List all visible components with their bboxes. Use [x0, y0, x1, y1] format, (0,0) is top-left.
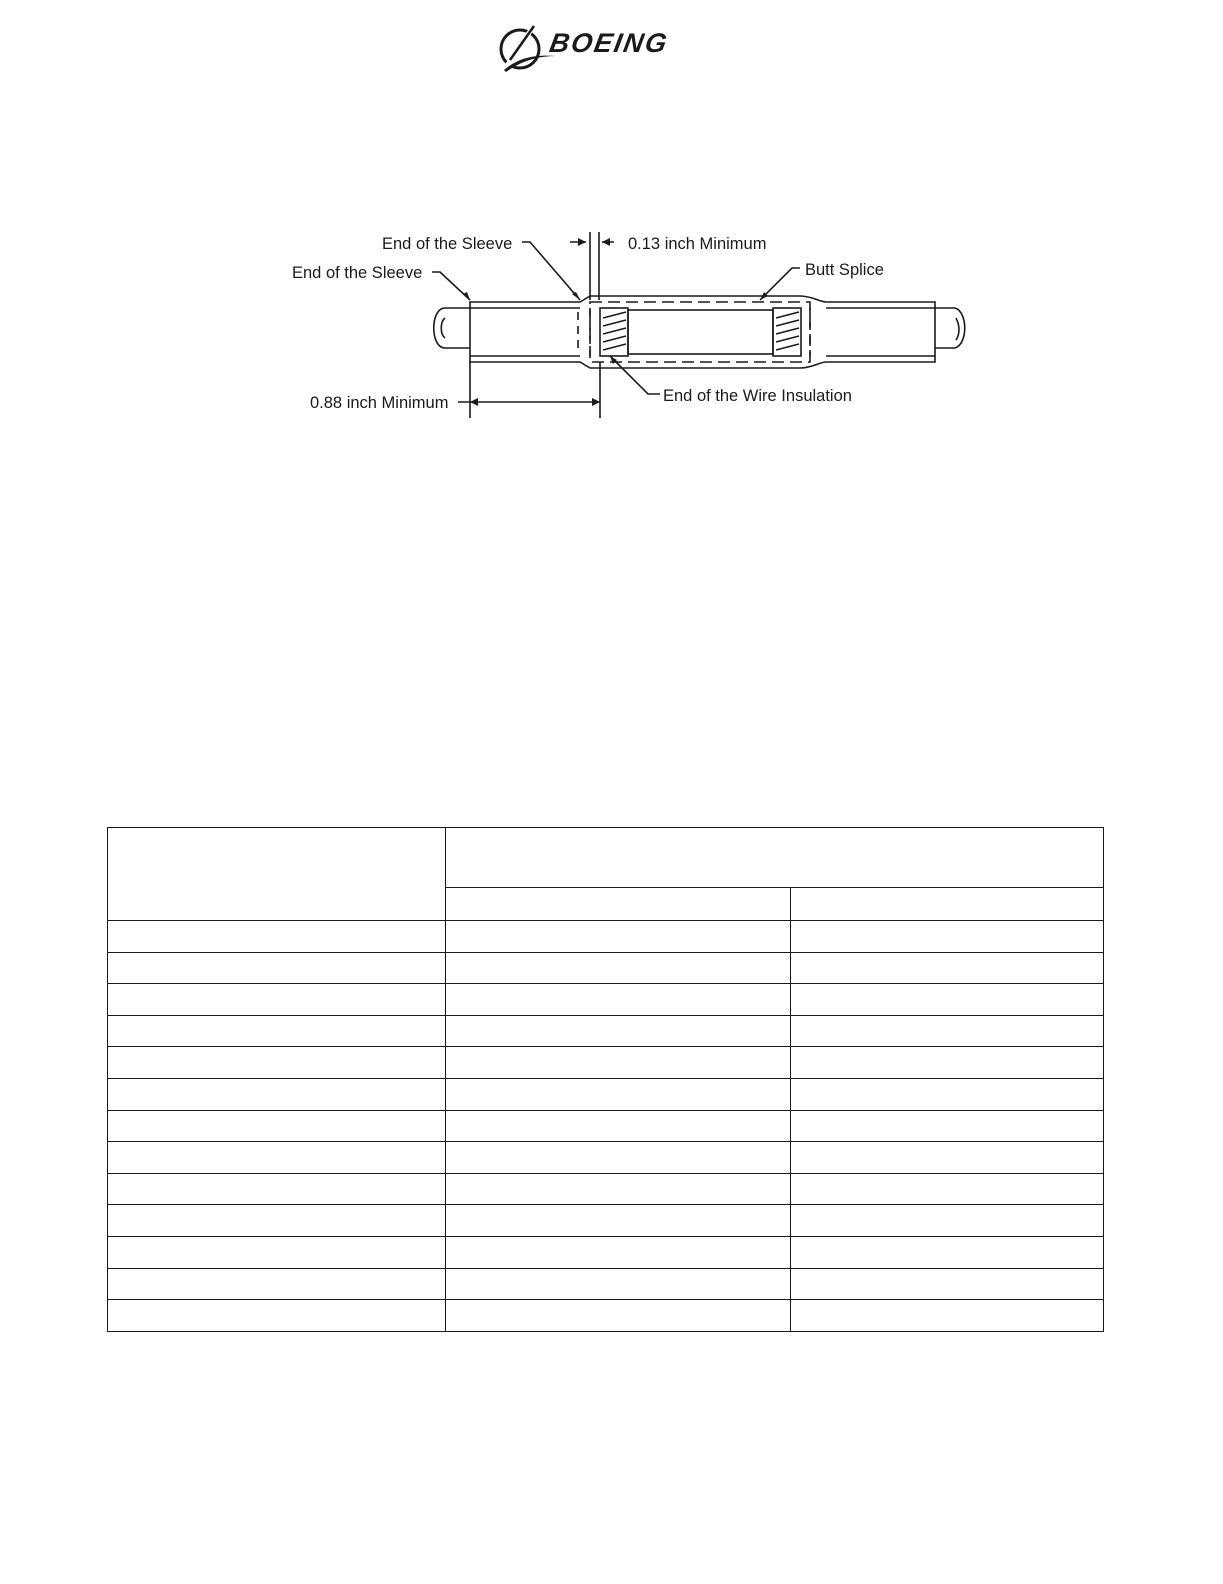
table-header-cell — [446, 888, 791, 921]
table-cell — [446, 1300, 791, 1332]
label-wire-insulation-end: End of the Wire Insulation — [663, 387, 852, 405]
table-cell — [108, 1110, 446, 1142]
table-cell — [108, 1078, 446, 1110]
table-cell — [108, 1142, 446, 1174]
table-cell — [791, 1236, 1104, 1268]
data-table — [107, 827, 1104, 1332]
table-row — [108, 1236, 1104, 1268]
boeing-wordmark: BOEING — [547, 27, 672, 58]
table-cell — [108, 1047, 446, 1079]
table-cell — [446, 1078, 791, 1110]
splice-barrel — [628, 310, 773, 354]
table-row — [108, 921, 1104, 953]
table-cell — [108, 1015, 446, 1047]
table-cell — [791, 952, 1104, 984]
table-row — [108, 1078, 1104, 1110]
table-cell — [446, 952, 791, 984]
table-cell — [446, 1015, 791, 1047]
table-row — [108, 1268, 1104, 1300]
butt-splice-figure — [280, 222, 980, 432]
table-cell — [108, 921, 446, 953]
table-cell — [791, 1078, 1104, 1110]
table-cell — [791, 921, 1104, 953]
table-row — [108, 952, 1104, 984]
table-row — [108, 1300, 1104, 1332]
table-cell — [791, 1110, 1104, 1142]
wire-right — [935, 308, 965, 348]
table-cell — [791, 1268, 1104, 1300]
butt-splice-body — [590, 302, 810, 362]
table-cell — [791, 1205, 1104, 1237]
table-row — [108, 984, 1104, 1016]
label-min-088: 0.88 inch Minimum — [310, 394, 449, 412]
table-cell — [446, 1047, 791, 1079]
table-cell — [446, 1268, 791, 1300]
sleeve-outline — [470, 296, 935, 368]
table-header-cell — [446, 828, 1104, 888]
table-cell — [791, 1047, 1104, 1079]
table-row — [108, 1047, 1104, 1079]
table-cell — [791, 1300, 1104, 1332]
table-row — [108, 1205, 1104, 1237]
table-cell — [108, 1300, 446, 1332]
table-cell — [108, 984, 446, 1016]
boeing-logo — [496, 20, 728, 76]
table-cell — [791, 1015, 1104, 1047]
wire-left — [434, 308, 470, 348]
table-cell — [108, 1236, 446, 1268]
table-cell — [446, 1173, 791, 1205]
table-header-row — [108, 828, 1104, 888]
label-min-013: 0.13 inch Minimum — [628, 235, 767, 253]
table-cell — [446, 1110, 791, 1142]
table-cell — [108, 1268, 446, 1300]
table-cell — [446, 921, 791, 953]
table-cell — [791, 1142, 1104, 1174]
table-cell — [791, 1173, 1104, 1205]
table-header-cell — [108, 828, 446, 921]
table-row — [108, 1142, 1104, 1174]
table-cell — [108, 952, 446, 984]
table-row — [108, 1110, 1104, 1142]
table-cell — [446, 1236, 791, 1268]
table-cell — [108, 1173, 446, 1205]
table-cell — [791, 984, 1104, 1016]
label-butt-splice: Butt Splice — [805, 261, 884, 279]
label-sleeve-end-top: End of the Sleeve — [382, 235, 513, 253]
label-sleeve-end-left: End of the Sleeve — [292, 264, 423, 282]
table-cell — [446, 1205, 791, 1237]
table-row — [108, 1173, 1104, 1205]
table-header-cell — [791, 888, 1104, 921]
boeing-symbol-icon — [500, 24, 556, 72]
table-cell — [108, 1205, 446, 1237]
table-row — [108, 1015, 1104, 1047]
table-cell — [446, 984, 791, 1016]
table-cell — [446, 1142, 791, 1174]
